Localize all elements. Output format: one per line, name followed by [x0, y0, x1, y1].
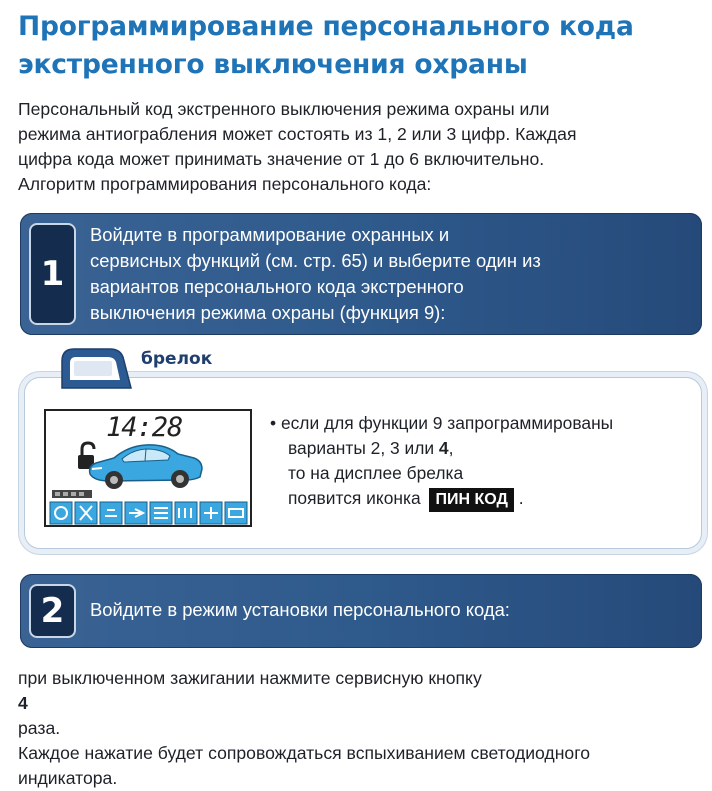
bullet-line-2: [270, 436, 613, 461]
step-2-number: 2: [29, 584, 76, 638]
intro-line-4: Алгоритм программирования персонального кода:: [18, 174, 432, 194]
step-1-line-1: Войдите в программирование охранных и: [90, 224, 450, 245]
intro-line-1: Персональный код экстренного выключения режима охраны или: [18, 99, 550, 119]
bullet-line-4-end: .: [518, 488, 524, 508]
step-1-line-3: вариантов персонального кода экстренного: [90, 276, 464, 297]
intro-line-2: режима антиограбления может состоять из 1, 2 или 3 цифр. Каждая: [18, 124, 577, 144]
outro-paragraph: [18, 666, 706, 791]
fob-display: [44, 409, 252, 527]
page-title: [18, 8, 698, 84]
car-icon: [86, 436, 204, 492]
bullet-line-1: [270, 411, 613, 436]
step-1-banner: [20, 213, 702, 335]
bullet-line-3: то на дисплее брелка: [288, 463, 464, 483]
step-2-banner: [20, 574, 702, 648]
intro-line-3: цифра кода может принимать значение от 1 до 6 включительно.: [18, 149, 545, 169]
step-1-number: 1: [29, 223, 76, 325]
outro-line-2: Каждое нажатие будет сопровождаться вспыхиванием светодиодного: [18, 743, 591, 763]
outro-line-1-b: 4: [18, 693, 28, 713]
step-1-text: [90, 222, 541, 326]
step-1-line-2: сервисных функций (см. стр. 65) и выберите один из: [90, 250, 541, 271]
display-status-icons: [49, 501, 249, 525]
step-2-line-1: Войдите в режим установки персонального кода:: [90, 599, 510, 620]
fob-label: брелок: [141, 349, 213, 369]
pin-code-badge: ПИН КОД: [429, 488, 513, 512]
title-line-1: Программирование персонального кода: [18, 11, 634, 42]
title-line-2: экстренного выключения охраны: [18, 49, 528, 80]
bullet-line-1-text: если для функции 9 запрограммированы: [280, 413, 614, 433]
bullet-line-2-c: ,: [448, 438, 454, 458]
bullet-line-4-text: появится иконка: [288, 488, 421, 508]
step-2-text: [90, 597, 510, 623]
outro-line-1: [18, 666, 706, 741]
bullet-line-4: [270, 486, 613, 512]
outro-line-3: индикатора.: [18, 768, 118, 788]
bullet-line-2-b: 4: [438, 438, 449, 458]
battery-bars-icon: [52, 490, 92, 498]
key-fob-icon: [60, 347, 133, 390]
bullet-dot: •: [270, 413, 277, 433]
display-time: 14:28: [106, 412, 183, 443]
intro-paragraph: [18, 97, 703, 197]
fob-bullet-text: [270, 411, 613, 512]
outro-line-1-a: при выключенном зажигании нажмите сервисную кнопку: [18, 668, 482, 688]
bullet-line-2-a: варианты 2, 3 или: [288, 438, 439, 458]
outro-line-1-c: раза.: [18, 718, 61, 738]
step-1-line-4: выключения режима охраны (функция 9):: [90, 302, 446, 323]
